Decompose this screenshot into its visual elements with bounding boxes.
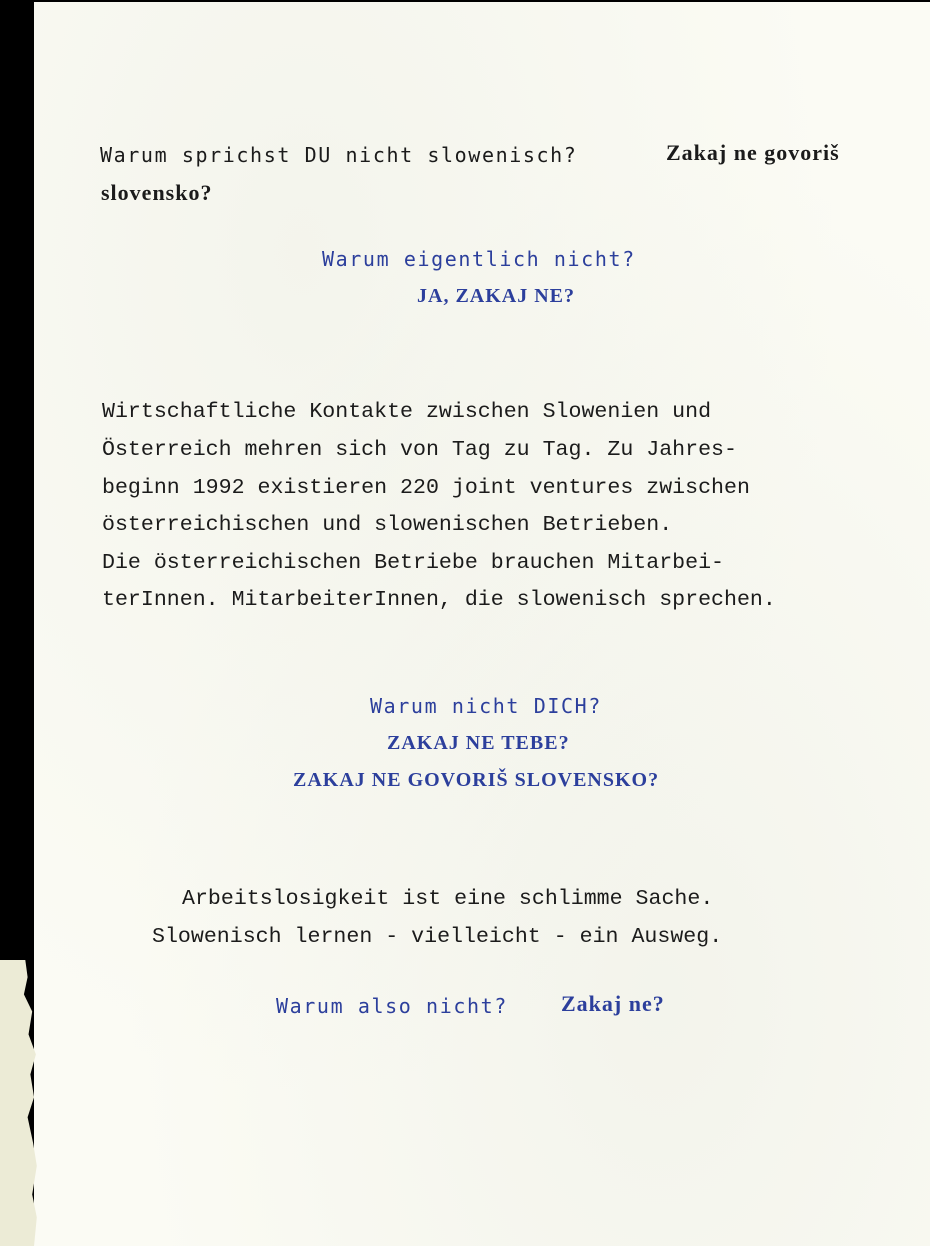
paragraph-line: Österreich mehren sich von Tag zu Tag. Zu Jahres- — [102, 438, 737, 462]
closing-slovene-question: Zakaj ne? — [561, 991, 665, 1016]
paragraph-line: terInnen. MitarbeiterInnen, die slowenisch sprechen. — [102, 588, 776, 612]
block1-slovene-line: JA, ZAKAJ NE? — [417, 285, 576, 307]
block2-german-line: Warum nicht DICH? — [370, 694, 602, 718]
closing-line-1: Arbeitslosigkeit ist eine schlimme Sache. — [182, 887, 714, 911]
paragraph-line: Wirtschaftliche Kontakte zwischen Slowenien und — [102, 400, 712, 424]
intro-slovene-question-part2: slovensko? — [101, 180, 213, 205]
closing-line-2: Slowenisch lernen - vielleicht - ein Ausweg. — [152, 925, 723, 949]
paragraph-line: österreichischen und slowenischen Betrieben. — [102, 513, 673, 537]
paragraph-line: beginn 1992 existieren 220 joint ventures zwischen — [102, 476, 750, 500]
block1-german-line: Warum eigentlich nicht? — [322, 247, 636, 271]
scan-dark-edge — [0, 0, 34, 960]
closing-german-question: Warum also nicht? — [276, 994, 508, 1018]
paragraph-line: Die österreichischen Betriebe brauchen Mitarbei- — [102, 551, 725, 575]
block2-slovene-line-2: ZAKAJ NE GOVORIŠ SLOVENSKO? — [293, 769, 660, 791]
intro-german-question: Warum sprichst DU nicht slowenisch? — [100, 143, 578, 167]
block2-slovene-line-1: ZAKAJ NE TEBE? — [387, 732, 570, 754]
intro-slovene-question-part1: Zakaj ne govoriš — [666, 140, 840, 165]
